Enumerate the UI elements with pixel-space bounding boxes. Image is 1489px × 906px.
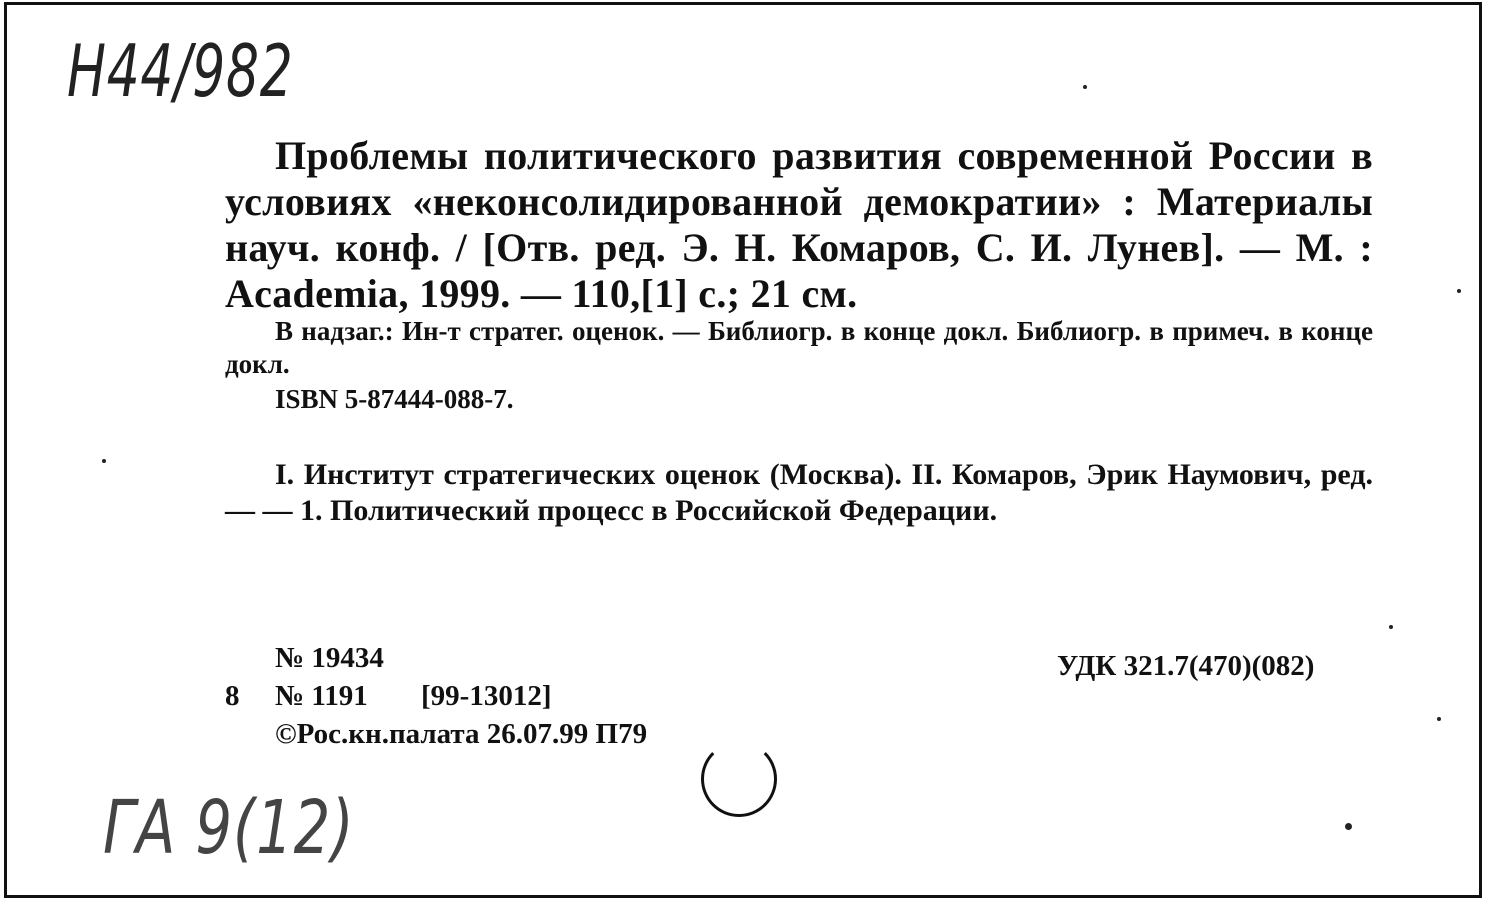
handwritten-shelf-mark: Н44/982 bbox=[67, 29, 294, 113]
main-bibliographic-entry: Проблемы политического развития современной России в условиях «неконсолидированной демократии» : Материалы науч. конф. / [Отв. ред. Э. Н. Комаров, С. И. Лунев]. — М. : Academia, 1999. — 110,[1] с.; 21 см. bbox=[225, 133, 1373, 316]
ink-speck bbox=[1437, 717, 1441, 721]
ink-speck bbox=[1389, 625, 1393, 629]
ink-speck bbox=[1457, 289, 1461, 293]
isbn: ISBN 5-87444-088-7. bbox=[275, 384, 514, 414]
catalog-card bbox=[4, 2, 1482, 898]
punched-hole-circle bbox=[701, 741, 777, 817]
ink-speck bbox=[102, 459, 106, 463]
registration-number-1: № 19434 bbox=[275, 642, 384, 674]
ink-speck bbox=[1345, 823, 1352, 830]
copyright-line: ©Рос.кн.палата 26.07.99 П79 bbox=[275, 718, 648, 750]
card-count: 8 bbox=[225, 680, 240, 712]
udk-classification: УДК 321.7(470)(082) bbox=[1057, 650, 1315, 682]
registration-number-2: № 1191 bbox=[275, 680, 368, 712]
subject-tracing: I. Институт стратегических оценок (Москва). II. Комаров, Эрик Наумович, ред. — — 1. Политический процесс в Российской Федерации. bbox=[225, 458, 1373, 527]
bracket-number: [99-13012] bbox=[421, 680, 552, 712]
bibliographic-note: В надзаг.: Ин-т стратег. оценок. — Библиогр. в конце докл. Библиогр. в примеч. в конце докл. bbox=[225, 316, 1373, 379]
ink-speck bbox=[1083, 85, 1087, 89]
handwritten-bottom-mark: ГА 9(12) bbox=[103, 785, 355, 871]
